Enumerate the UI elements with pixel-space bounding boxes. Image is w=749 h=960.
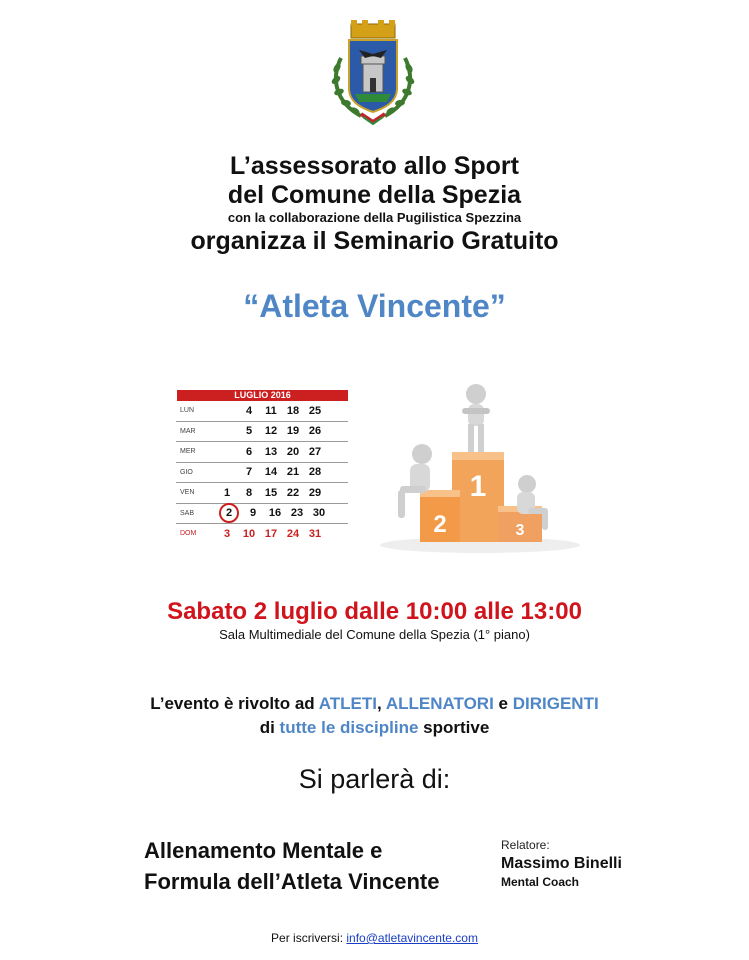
- calendar-row: [176, 524, 348, 544]
- calendar-row: [176, 401, 348, 422]
- calendar-weekday: DOM: [180, 530, 197, 538]
- calendar-date: 31: [308, 527, 322, 540]
- calendar-date: 17: [264, 527, 278, 540]
- calendar-date: 25: [308, 404, 322, 417]
- calendar-row: [176, 442, 348, 463]
- calendar-weekday: VEN: [180, 489, 195, 497]
- calendar-weekday: GIO: [180, 468, 193, 476]
- topic-item: Formula dell’Atleta Vincente: [144, 869, 440, 894]
- calendar-date: 20: [286, 445, 300, 458]
- calendar-date: 16: [268, 507, 282, 520]
- speaker-name: Massimo Binelli: [501, 855, 622, 872]
- audience-disciplines: tutte le discipline: [279, 718, 419, 737]
- calendar-date: 28: [308, 466, 322, 479]
- header-line-3: con la collaborazione della Pugilistica Spezzina: [227, 210, 522, 225]
- speaker-label: Relatore:: [501, 838, 550, 852]
- calendar-row: [176, 422, 348, 443]
- audience-line-1: [0, 692, 749, 716]
- signup-email-link[interactable]: info@atletavincente.com: [346, 931, 478, 945]
- signup-line: [0, 931, 749, 945]
- topics-list: [144, 835, 439, 897]
- calendar-weekday: LUN: [180, 407, 195, 415]
- calendar-date: 19: [286, 425, 300, 438]
- topic-item: Allenamento Mentale e: [144, 838, 383, 863]
- topics-heading: Si parlerà di:: [298, 764, 451, 794]
- audience-coaches: ALLENATORI: [385, 694, 494, 713]
- calendar-row: [176, 504, 348, 525]
- calendar-date: 12: [264, 425, 278, 438]
- calendar-date: 21: [286, 466, 300, 479]
- audience-prefix: L’evento è rivolto ad: [150, 694, 315, 713]
- calendar-date: 26: [308, 425, 322, 438]
- city-crest-logo: [327, 18, 419, 126]
- speaker-block: [501, 838, 622, 889]
- calendar-date: 30: [312, 507, 326, 520]
- calendar: [176, 390, 348, 544]
- calendar-highlighted-date: 2: [219, 503, 239, 523]
- audience-athletes: ATLETI: [318, 694, 377, 713]
- speaker-role: Mental Coach: [501, 875, 580, 889]
- calendar-date: 8: [245, 486, 253, 499]
- seminar-title: “Atleta Vincente”: [243, 288, 506, 324]
- calendar-row: [176, 483, 348, 504]
- header-line-1: L’assessorato allo Sport: [230, 152, 519, 180]
- calendar-date: 5: [245, 425, 253, 438]
- calendar-weekday: MAR: [180, 427, 196, 435]
- calendar-date: 18: [286, 404, 300, 417]
- calendar-date: 11: [265, 404, 277, 417]
- calendar-date: 29: [308, 486, 322, 499]
- calendar-month: LUGLIO 2016: [177, 390, 348, 401]
- calendar-date: 23: [290, 507, 304, 520]
- podium-second-label: 2: [433, 511, 447, 538]
- header-line-2: del Comune della Spezia: [227, 181, 522, 209]
- calendar-date: 27: [308, 445, 322, 458]
- calendar-date: 1: [223, 486, 231, 499]
- calendar-date: 10: [242, 527, 256, 540]
- calendar-date: 14: [264, 466, 278, 479]
- audience-line2-prefix: di: [259, 718, 275, 737]
- calendar-rows: [176, 401, 348, 544]
- audience-line-2: [0, 716, 749, 740]
- calendar-row: [176, 463, 348, 484]
- audience-managers: DIRIGENTI: [512, 694, 599, 713]
- calendar-date: 9: [249, 507, 257, 520]
- calendar-weekday: MER: [180, 448, 196, 456]
- audience-line2-suffix: sportive: [423, 718, 490, 737]
- podium-third-label: 3: [515, 522, 525, 539]
- calendar-date: 3: [223, 527, 231, 540]
- calendar-date: 6: [245, 445, 253, 458]
- header-line-4: organizza il Seminario Gratuito: [190, 227, 559, 255]
- event-location: Sala Multimediale del Comune della Spezia (1° piano): [219, 627, 530, 642]
- calendar-date: 24: [286, 527, 300, 540]
- podium-illustration: [370, 380, 580, 555]
- event-datetime: Sabato 2 luglio dalle 10:00 alle 13:00: [167, 598, 582, 625]
- calendar-date: 4: [245, 404, 253, 417]
- audience-and: e: [498, 694, 509, 713]
- calendar-date: 15: [264, 486, 278, 499]
- calendar-date: 22: [286, 486, 300, 499]
- calendar-date: 7: [245, 466, 253, 479]
- signup-label: Per iscriversi:: [271, 931, 344, 945]
- calendar-weekday: SAB: [180, 509, 195, 517]
- audience-separator: ,: [377, 694, 382, 713]
- calendar-date: 13: [264, 445, 278, 458]
- podium-first-label: 1: [469, 470, 487, 503]
